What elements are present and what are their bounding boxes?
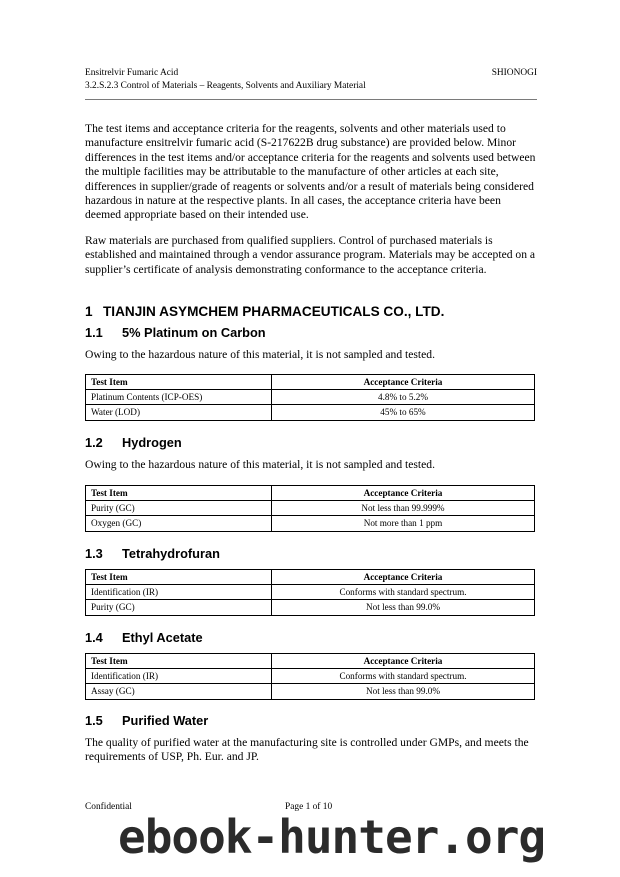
subsection-number: 1.1	[85, 325, 103, 340]
acceptance-cell: 45% to 65%	[272, 405, 535, 420]
subsection-title: Hydrogen	[122, 435, 182, 450]
subsection-title: Ethyl Acetate	[122, 630, 203, 645]
header-document-title: Ensitrelvir Fumaric Acid	[85, 68, 179, 78]
test-item-cell: Identification (IR)	[86, 585, 272, 600]
test-item-cell: Water (LOD)	[86, 405, 272, 420]
acceptance-header: Acceptance Criteria	[272, 486, 535, 501]
subsection-title: Purified Water	[122, 713, 209, 728]
subsection-1-4-heading	[85, 630, 203, 645]
intro-paragraph-1: The test items and acceptance criteria for the reagents, solvents and other materials used to manufacture ensitrelvir fumaric acid (S-217622B drug substance) are provided below. Minor differences in the test items and/or acceptance criteria for the reagents and solvents used between the multiple facilities may be attributable to the manufacture of other articles at each site, differences in supplier/grade of reagents or solvents and/or a result of materials being considered hazardous in nature at the respective plants. In all cases, the acceptance criteria have been deemed appropriate based on their intended use.	[85, 122, 536, 222]
test-item-header: Test Item	[86, 486, 272, 501]
subsection-number: 1.5	[85, 713, 103, 728]
section-1-number: 1	[85, 304, 93, 319]
acceptance-cell: Not less than 99.0%	[272, 684, 535, 699]
table-header-row	[86, 570, 535, 585]
acceptance-cell: Conforms with standard spectrum.	[272, 585, 535, 600]
test-item-header: Test Item	[86, 375, 272, 390]
table-header-row	[86, 375, 535, 390]
table-row	[86, 669, 535, 684]
test-item-cell: Purity (GC)	[86, 501, 272, 516]
footer-page-number: Page 1 of 10	[285, 802, 333, 812]
test-item-header: Test Item	[86, 654, 272, 669]
subsection-1-3-heading	[85, 546, 220, 561]
purified-water-paragraph: The quality of purified water at the manufacturing site is controlled under GMPs, and meets the requirements of USP, Ph. Eur. and JP.	[85, 736, 529, 764]
table-row	[86, 390, 535, 405]
footer-confidential: Confidential	[85, 802, 132, 812]
acceptance-header: Acceptance Criteria	[272, 654, 535, 669]
table-row	[86, 600, 535, 615]
acceptance-cell: 4.8% to 5.2%	[272, 390, 535, 405]
acceptance-header: Acceptance Criteria	[272, 375, 535, 390]
subsection-number: 1.2	[85, 435, 103, 450]
table-header-row	[86, 654, 535, 669]
spec-table-hydrogen	[85, 485, 535, 532]
test-item-header: Test Item	[86, 570, 272, 585]
test-item-cell: Platinum Contents (ICP-OES)	[86, 390, 272, 405]
acceptance-cell: Not less than 99.0%	[272, 600, 535, 615]
test-item-cell: Oxygen (GC)	[86, 516, 272, 531]
table-row	[86, 684, 535, 699]
table-header-row	[86, 486, 535, 501]
table-row	[86, 585, 535, 600]
header-divider	[85, 99, 537, 100]
subsection-title: Tetrahydrofuran	[122, 546, 220, 561]
watermark: ebook-hunter.org	[118, 810, 546, 864]
subsection-1-1-heading	[85, 325, 266, 340]
table-row	[86, 516, 535, 531]
subsection-1-2-heading	[85, 435, 182, 450]
spec-table-tetrahydrofuran	[85, 569, 535, 616]
section-1-heading	[85, 304, 444, 319]
acceptance-cell: Not less than 99.999%	[272, 501, 535, 516]
header-section-title: 3.2.S.2.3 Control of Materials – Reagents, Solvents and Auxiliary Material	[85, 81, 366, 91]
subsection-number: 1.3	[85, 546, 103, 561]
spec-table-platinum	[85, 374, 535, 421]
test-item-cell: Assay (GC)	[86, 684, 272, 699]
intro-paragraph-2: Raw materials are purchased from qualified suppliers. Control of purchased materials is established and maintained through a vendor assurance program. Materials may be accepted on a supplier’s certificate of analysis demonstrating conformance to the acceptance criteria.	[85, 234, 536, 276]
test-item-cell: Identification (IR)	[86, 669, 272, 684]
test-item-cell: Purity (GC)	[86, 600, 272, 615]
subsection-title: 5% Platinum on Carbon	[122, 325, 266, 340]
acceptance-cell: Not more than 1 ppm	[272, 516, 535, 531]
subsection-number: 1.4	[85, 630, 103, 645]
section-1-title: TIANJIN ASYMCHEM PHARMACEUTICALS CO., LTD.	[103, 304, 445, 319]
spec-table-ethyl-acetate	[85, 653, 535, 700]
table-row	[86, 501, 535, 516]
hazard-note: Owing to the hazardous nature of this material, it is not sampled and tested.	[85, 348, 435, 361]
acceptance-cell: Conforms with standard spectrum.	[272, 669, 535, 684]
header-company: SHIONOGI	[491, 68, 537, 78]
header-line-1	[85, 67, 537, 80]
subsection-1-5-heading	[85, 713, 208, 728]
hazard-note: Owing to the hazardous nature of this material, it is not sampled and tested.	[85, 458, 435, 471]
table-row	[86, 405, 535, 420]
acceptance-header: Acceptance Criteria	[272, 570, 535, 585]
